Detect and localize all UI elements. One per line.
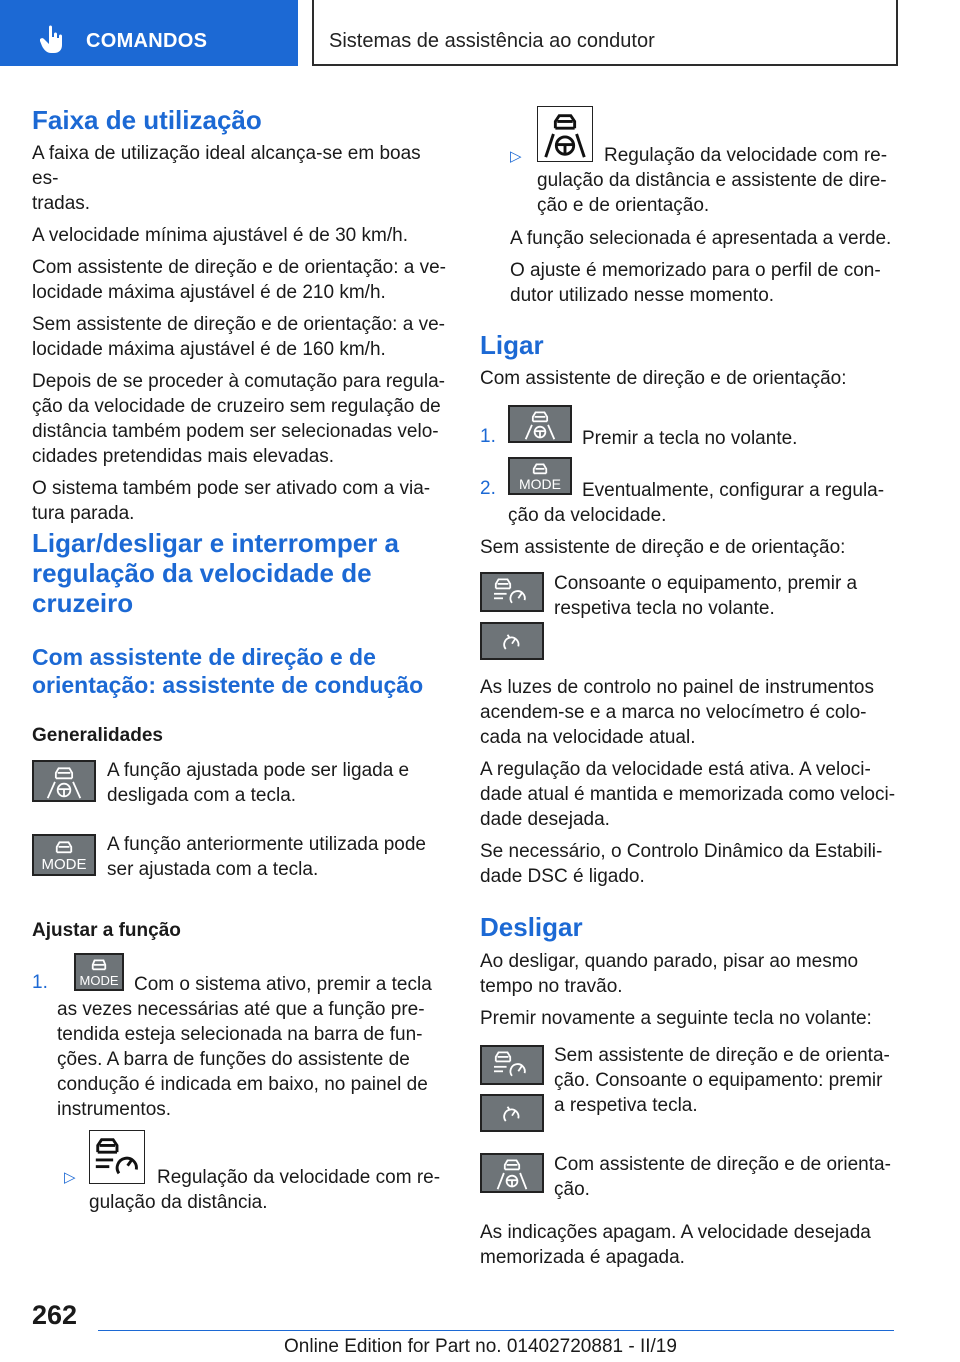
heading-ligar-desligar: Ligar/desligar e interromper a [32, 528, 400, 558]
cruise-control-key-icon [480, 1094, 544, 1132]
heading-desligar: Desligar [480, 912, 583, 942]
cruise-control-key-icon [480, 622, 544, 660]
paragraph: Ao desligar, quando parado, pisar ao mesmo [480, 951, 859, 972]
paragraph: instrumentos. [57, 1099, 172, 1120]
right-body-1 [480, 675, 900, 889]
footer-divider [98, 1330, 894, 1331]
heading-ligar-desligar: regulação da velocidade de [32, 558, 372, 588]
paragraph: Sem assistente de direção e de orientação: [480, 537, 846, 558]
subheading-assistente: Com assistente de direção e de [32, 644, 376, 670]
paragraph: tempo no travão. [480, 976, 623, 997]
paragraph: dade atual é mantida e memorizada como veloci- [480, 784, 896, 805]
paragraph: tendida esteja selecionada na barra de fun- [57, 1024, 423, 1045]
paragraph: ção da velocidade. [508, 505, 667, 526]
paragraph: as vezes necessárias até que a função pre- [57, 999, 425, 1020]
paragraph: gulação da distância e assistente de dire- [537, 170, 887, 191]
paragraph: A função ajustada pode ser ligada e [107, 760, 410, 781]
hand-pointer-icon [40, 25, 66, 53]
paragraph: O ajuste é memorizado para o perfil de con- [510, 260, 881, 281]
paragraph: A regulação da velocidade está ativa. A veloci- [480, 759, 871, 780]
section-label: COMANDOS [86, 30, 208, 52]
mode-key-label: MODE [79, 973, 119, 988]
paragraph: Regulação da velocidade com re- [157, 1167, 441, 1188]
mode-key-label: MODE [519, 476, 561, 492]
paragraph: As indicações apagam. A velocidade desejada [480, 1222, 871, 1243]
paragraph: Consoante o equipamento, premir a [554, 573, 858, 594]
heading-ajustar: Ajustar a função [32, 920, 181, 941]
paragraph: Regulação da velocidade com re- [604, 145, 888, 166]
paragraph: ção. [554, 1179, 590, 1200]
left-column [32, 105, 452, 526]
heading-ligar-desligar: cruzeiro [32, 588, 134, 618]
paragraph: a respetiva tecla. [554, 1095, 698, 1116]
heading-faixa: Faixa de utilização [32, 105, 262, 135]
paragraph: Com o sistema ativo, premir a tecla [134, 974, 432, 995]
paragraph: Com assistente de direção e de orientação: [480, 368, 847, 389]
paragraph: Premir a tecla no volante. [582, 428, 798, 449]
chapter-title: Sistemas de assistência ao condutor [329, 30, 655, 52]
paragraph: dade desejada. [480, 809, 610, 830]
paragraph: A função anteriormente utilizada pode [107, 834, 426, 855]
paragraph: Depois de se proceder à comutação para regula- [32, 371, 445, 392]
paragraph: cada na velocidade atual. [480, 727, 696, 748]
section-tab[interactable] [0, 0, 298, 66]
paragraph: Premir novamente a seguinte tecla no volante: [480, 1008, 872, 1029]
paragraph: Eventualmente, configurar a regula- [582, 480, 885, 501]
paragraph: desligada com a tecla. [107, 785, 297, 806]
paragraph: ção da velocidade de cruzeiro sem regulação de [32, 396, 441, 417]
steering-assist-key-icon [508, 405, 572, 443]
paragraph: tradas. [32, 193, 91, 214]
paragraph: ções. A barra de funções do assistente de [57, 1049, 410, 1070]
paragraph: dutor utilizado nesse momento. [510, 285, 775, 306]
distance-cruise-key-icon [480, 572, 544, 612]
step-1-body [57, 997, 457, 1122]
paragraph: locidade máxima ajustável é de 160 km/h. [32, 339, 386, 360]
paragraph: acendem-se e a marca no velocímetro é colo- [480, 702, 867, 723]
paragraph: A velocidade mínima ajustável é de 30 km/h. [32, 225, 408, 246]
steering-assist-key-icon [480, 1153, 544, 1193]
paragraph: Sem assistente de direção e de orientação: a ve- [32, 314, 445, 335]
paragraph: ser ajustada com a tecla. [107, 859, 319, 880]
paragraph: Com assistente de direção e de orientação: a ve- [32, 257, 447, 278]
distance-cruise-icon [89, 1130, 145, 1184]
paragraph: dade DSC é ligado. [480, 866, 645, 887]
paragraph: tura parada. [32, 503, 135, 524]
option-2-body [537, 168, 897, 218]
bullet-triangle-icon: ▷ [64, 1169, 76, 1186]
assisted-driving-icon [537, 106, 593, 162]
step-number: 1. [32, 972, 48, 993]
page-number: 262 [32, 1300, 78, 1330]
edition-note: Online Edition for Part no. 01402720881 - II/19 [284, 1336, 677, 1357]
mode-key-icon [32, 834, 96, 876]
paragraph: locidade máxima ajustável é de 210 km/h. [32, 282, 386, 303]
paragraph: ção. Consoante o equipamento: premir [554, 1070, 883, 1091]
paragraph: O sistema também pode ser ativado com a via- [32, 478, 431, 499]
bullet-triangle-icon: ▷ [510, 148, 522, 165]
chapter-header [312, 0, 898, 66]
paragraph: A função selecionada é apresentada a verde. [510, 228, 892, 249]
paragraph: memorizada é apagada. [480, 1247, 685, 1268]
subheading-block [32, 643, 452, 699]
right-body-2 [480, 949, 900, 1031]
mode-key-icon [74, 953, 124, 991]
subheading-assistente: orientação: assistente de condução [32, 672, 424, 698]
paragraph: A faixa de utilização ideal alcança-se em boas es- [32, 143, 421, 189]
heading-ligar-block [32, 528, 452, 618]
paragraph: ção e de orientação. [537, 195, 710, 216]
step-number: 2. [480, 478, 496, 499]
paragraph: respetiva tecla no volante. [554, 598, 775, 619]
paragraph: Com assistente de direção e de orienta- [554, 1154, 891, 1175]
heading-generalidades: Generalidades [32, 725, 163, 746]
step-number: 1. [480, 426, 496, 447]
paragraph: condução é indicada em baixo, no painel de [57, 1074, 428, 1095]
distance-cruise-key-icon [480, 1045, 544, 1085]
heading-ligar: Ligar [480, 330, 544, 360]
paragraph: Sem assistente de direção e de orienta- [554, 1045, 890, 1066]
paragraph: gulação da distância. [89, 1192, 268, 1213]
paragraph: Se necessário, o Controlo Dinâmico da Estabili- [480, 841, 883, 862]
steering-assist-key-icon [32, 760, 96, 802]
paragraph: cidades pretendidas mais elevadas. [32, 446, 335, 467]
mode-key-label: MODE [41, 856, 87, 873]
mode-key-icon [508, 457, 572, 495]
paragraph: As luzes de controlo no painel de instrumentos [480, 677, 874, 698]
paragraph: distância também podem ser selecionadas velo- [32, 421, 439, 442]
